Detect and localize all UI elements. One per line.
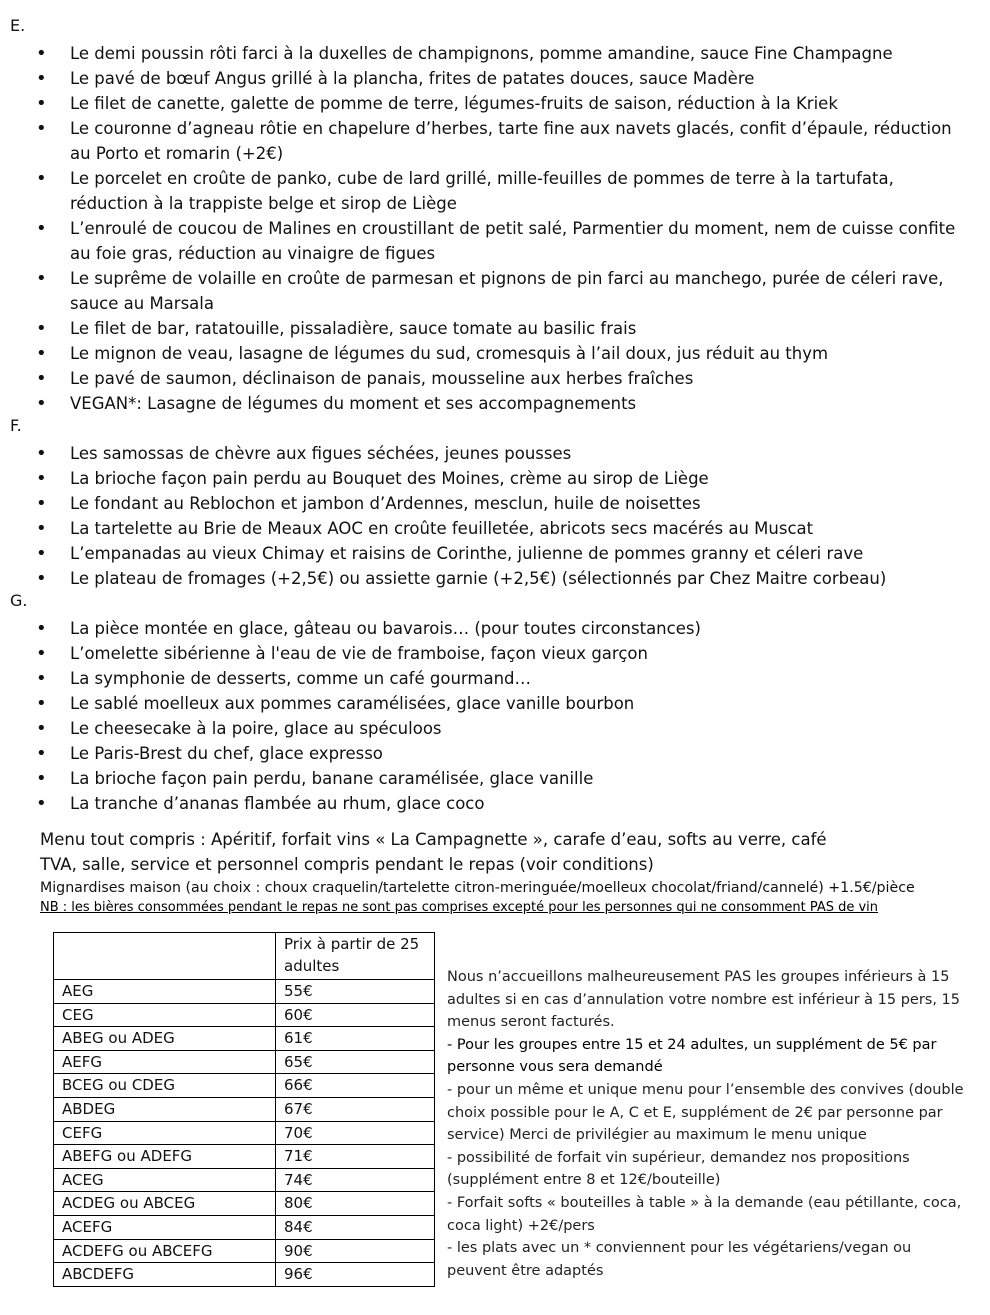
list-item: • La brioche façon pain perdu au Bouquet des Moines, crème au sirop de Liège [0, 466, 990, 491]
table-header-row [54, 933, 435, 980]
section-g-list [0, 616, 990, 816]
price-cell: 66€ [276, 1074, 435, 1098]
price-cell: 90€ [276, 1239, 435, 1263]
menu-included-text: Apéritif, forfait vins « La Campagnette », carafe d’eau, softs [205, 830, 713, 849]
menu-info [40, 827, 980, 917]
menu-combo-cell: BCEG ou CDEG [54, 1074, 276, 1098]
price-cell: 84€ [276, 1215, 435, 1239]
conditions-notes [447, 966, 967, 1282]
mignardises-line: Mignardises maison (au choix : choux craquelin/tartelette citron-meringuée/moelleux chocolat/friand/cannelé) +1.5€/pièce [40, 880, 915, 896]
list-item: • Le mignon de veau, lasagne de légumes du sud, cromesquis à l’ail doux, jus réduit au thym [0, 341, 990, 366]
menu-included-emph: au verre [712, 830, 781, 849]
price-cell: 61€ [276, 1027, 435, 1051]
table-row [54, 1097, 435, 1121]
table-row [54, 1192, 435, 1216]
list-item: • L’omelette sibérienne à l'eau de vie de framboise, façon vieux garçon [0, 641, 990, 666]
price-cell: 70€ [276, 1121, 435, 1145]
price-cell: 67€ [276, 1097, 435, 1121]
table-row [54, 1027, 435, 1051]
section-letter-e: E. [10, 16, 26, 35]
table-row [54, 1263, 435, 1287]
table-row [54, 1074, 435, 1098]
section-f-list [0, 441, 990, 591]
note-paragraph: - Forfait softs « bouteilles à table » à la demande (eau pétillante, coca, coca light) +2€/pers [447, 1194, 962, 1234]
list-item: • La pièce montée en glace, gâteau ou bavarois… (pour toutes circonstances) [0, 616, 990, 641]
list-item: • Le Paris-Brest du chef, glace expresso [0, 741, 990, 766]
list-item: • Le filet de bar, ratatouille, pissaladière, sauce tomate au basilic frais [0, 316, 990, 341]
list-item: • L’enroulé de coucou de Malines en croustillant de petit salé, Parmentier du moment, nem de cuisse confite au foie gras, réduction au vinaigre de figues [0, 216, 990, 266]
list-item: • La tartelette au Brie de Meaux AOC en croûte feuilletée, abricots secs macérés au Muscat [0, 516, 990, 541]
menu-combo-cell: AEFG [54, 1050, 276, 1074]
menu-combo-cell: ABDEG [54, 1097, 276, 1121]
list-item: • Le fondant au Reblochon et jambon d’Ardennes, mesclun, huile de noisettes [0, 491, 990, 516]
menu-combo-cell: ACDEFG ou ABCEFG [54, 1239, 276, 1263]
price-cell: 65€ [276, 1050, 435, 1074]
nb-line: NB : les bières consommées pendant le repas ne sont pas comprises excepté pour les personnes qui ne consomment PAS de vin [40, 900, 879, 915]
table-header-cell [54, 933, 276, 980]
section-letter-g: G. [10, 591, 28, 610]
section-e-list [0, 41, 990, 416]
list-item: • Le suprême de volaille en croûte de parmesan et pignons de pin farci au manchego, purée de céleri rave, sauce au Marsala [0, 266, 990, 316]
list-item: • Le filet de canette, galette de pomme de terre, légumes-fruits de saison, réduction à la Kriek [0, 91, 990, 116]
note-paragraph: - Pour les groupes entre 15 et 24 adultes, un supplément de 5€ par personne vous sera demandé [447, 1036, 937, 1076]
price-cell: 60€ [276, 1003, 435, 1027]
table-row [54, 1145, 435, 1169]
list-item: • Le pavé de saumon, déclinaison de panais, mousseline aux herbes fraîches [0, 366, 990, 391]
price-cell: 55€ [276, 980, 435, 1004]
section-letter-f: F. [10, 416, 22, 435]
list-item: • La symphonie de desserts, comme un café gourmand… [0, 666, 990, 691]
price-cell: 80€ [276, 1192, 435, 1216]
menu-combo-cell: AEG [54, 980, 276, 1004]
table-row [54, 980, 435, 1004]
list-item: • Les samossas de chèvre aux figues séchées, jeunes pousses [0, 441, 990, 466]
table-row [54, 1121, 435, 1145]
list-item: • Le porcelet en croûte de panko, cube de lard grillé, mille-feuilles de pommes de terre à la tartufata, réduction à la trappiste belge et sirop de Liège [0, 166, 990, 216]
list-item: • L’empanadas au vieux Chimay et raisins de Corinthe, julienne de pommes granny et céleri rave [0, 541, 990, 566]
list-item: • Le demi poussin rôti farci à la duxelles de champignons, pomme amandine, sauce Fine Champagne [0, 41, 990, 66]
menu-combo-cell: CEFG [54, 1121, 276, 1145]
note-paragraph: - pour un même et unique menu pour l’ensemble des convives (double choix possible pour le A, C et E, supplément de 2€ par personne par service) Merci de privilégier au maximum le menu unique [447, 1081, 964, 1144]
menu-combo-cell: ABEFG ou ADEFG [54, 1145, 276, 1169]
menu-combo-cell: ACDEG ou ABCEG [54, 1192, 276, 1216]
list-item: • Le cheesecake à la poire, glace au spéculoos [0, 716, 990, 741]
table-row [54, 1168, 435, 1192]
table-header-cell: Prix à partir de 25 adultes [276, 933, 435, 980]
price-cell: 74€ [276, 1168, 435, 1192]
menu-combo-cell: CEG [54, 1003, 276, 1027]
table-row [54, 1003, 435, 1027]
list-item: • Le plateau de fromages (+2,5€) ou assiette garnie (+2,5€) (sélectionnés par Chez Maitre corbeau) [0, 566, 990, 591]
list-item: • Le sablé moelleux aux pommes caramélisées, glace vanille bourbon [0, 691, 990, 716]
note-paragraph: - les plats avec un * conviennent pour les végétariens/vegan ou peuvent être adaptés [447, 1240, 912, 1279]
note-paragraph: - possibilité de forfait vin supérieur, demandez nos propositions (supplément entre 8 et 12€/bouteille) [447, 1149, 910, 1189]
table-row [54, 1215, 435, 1239]
list-item: • Le pavé de bœuf Angus grillé à la plancha, frites de patates douces, sauce Madère [0, 66, 990, 91]
price-cell: 96€ [276, 1263, 435, 1287]
menu-combo-cell: ABEG ou ADEG [54, 1027, 276, 1051]
price-cell: 71€ [276, 1145, 435, 1169]
list-item: • La brioche façon pain perdu, banane caramélisée, glace vanille [0, 766, 990, 791]
list-item: • La tranche d’ananas flambée au rhum, glace coco [0, 791, 990, 816]
list-item: • Le couronne d’agneau rôtie en chapelure d’herbes, tarte fine aux navets glacés, confit d’épaule, réduction au Porto et romarin (+2€) [0, 116, 990, 166]
menu-included-line [40, 827, 980, 852]
menu-included-label: Menu tout compris : [40, 830, 206, 849]
tva-line: TVA, salle, service et personnel compris pendant le repas (voir conditions) [40, 855, 654, 874]
list-item: • VEGAN*: Lasagne de légumes du moment et ses accompagnements [0, 391, 990, 416]
menu-included-text-end: , café [780, 830, 827, 849]
menu-combo-cell: ACEG [54, 1168, 276, 1192]
table-row [54, 1239, 435, 1263]
table-row [54, 1050, 435, 1074]
note-paragraph: Nous n’accueillons malheureusement PAS les groupes inférieurs à 15 adultes si en cas d’annulation votre nombre est inférieur à 15 pers, 15 menus seront facturés. [447, 969, 961, 1031]
menu-combo-cell: ACEFG [54, 1215, 276, 1239]
price-table [53, 932, 435, 1287]
menu-combo-cell: ABCDEFG [54, 1263, 276, 1287]
